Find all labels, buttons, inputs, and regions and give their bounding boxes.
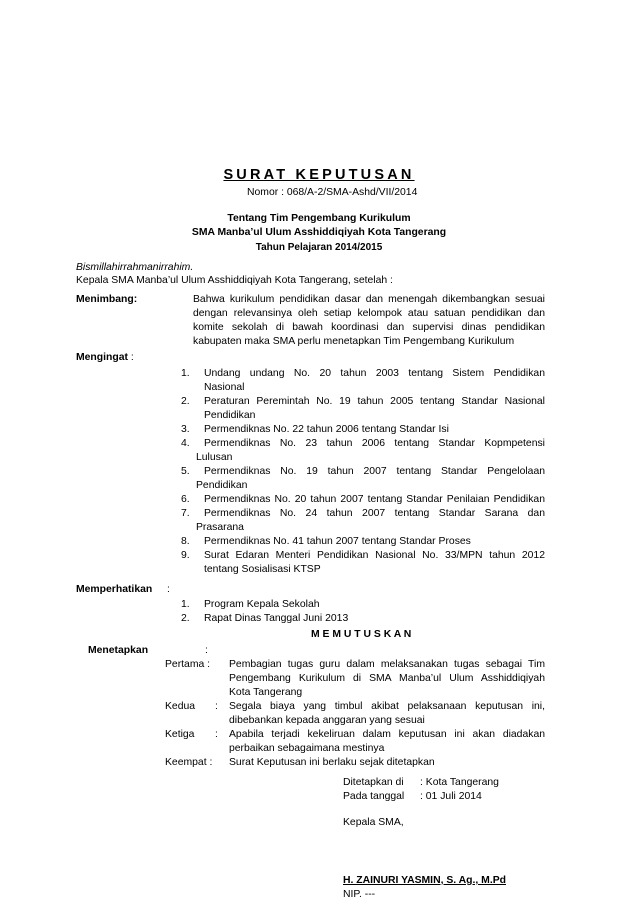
- decision-text: Kota Tangerang: [229, 687, 303, 698]
- ditetapkan-value: : Kota Tangerang: [420, 777, 499, 788]
- list-item-number: 5.: [181, 466, 190, 477]
- school-name: SMA Manba’ul Ulum Asshiddiqiyah Kota Tangerang: [191, 227, 447, 238]
- list-item-continuation: Lulusan: [196, 452, 233, 463]
- signer-position: Kepala SMA,: [343, 817, 404, 828]
- decision-text: Surat Keputusan ini berlaku sejak ditetapkan: [229, 757, 435, 768]
- list-item-number: 1.: [181, 368, 190, 379]
- signer-nip: NIP. ---: [343, 889, 376, 900]
- list-item-number: 2.: [181, 396, 190, 407]
- list-item-number: 3.: [181, 424, 190, 435]
- document-subject: Tentang Tim Pengembang Kurikulum: [227, 213, 411, 224]
- tanggal-label: Pada tanggal: [343, 791, 405, 802]
- list-item: Permendiknas No. 22 tahun 2006 tentang Standar Isi: [204, 424, 449, 435]
- list-item: Permendiknas No. 24 tahun 2007 tentang Standar Sarana dan: [204, 508, 545, 519]
- document-title: SURAT KEPUTUSAN: [223, 167, 415, 183]
- list-item: Surat Edaran Menteri Pendidikan Nasional No. 33/MPN tahun 2012: [204, 550, 545, 561]
- list-item: Program Kepala Sekolah: [204, 599, 320, 610]
- menetapkan-colon: :: [205, 645, 208, 656]
- signer-name: H. ZAINURI YASMIN, S. Ag., M.Pd: [343, 875, 506, 886]
- list-item-continuation: tentang Sosialisasi KTSP: [204, 564, 321, 575]
- list-item-number: 7.: [181, 508, 190, 519]
- memutuskan-heading: M E M U T U S K A N: [311, 629, 412, 640]
- decision-colon: :: [215, 701, 218, 712]
- decision-key: Pertama :: [165, 659, 211, 670]
- decision-colon: :: [215, 729, 218, 740]
- list-item: Peraturan Peremintah No. 19 tahun 2005 tentang Standar Nasional: [204, 396, 545, 407]
- memperhatikan-colon: :: [167, 584, 170, 595]
- menimbang-text: Bahwa kurikulum pendidikan dasar dan menengah dikembangkan sesuai dengan relevansinya oleh setiap kelompok atau satuan pendidikan dan komite sekolah di bawah koordinasi dan supervisi dinas pendidikan kabupaten maka SMA perlu menetapkan Tim Pengembang Kurikulum: [193, 294, 545, 347]
- list-item: Undang undang No. 20 tahun 2003 tentang Sistem Pendidikan: [204, 368, 545, 379]
- decision-text: dibebankan kepada anggaran yang sesuai: [229, 715, 425, 726]
- academic-year: Tahun Pelajaran 2014/2015: [255, 242, 383, 253]
- menimbang-label: Menimbang:: [76, 294, 138, 305]
- list-item-continuation: Prasarana: [196, 522, 244, 533]
- list-item: Permendiknas No. 19 tahun 2007 tentang Standar Pengelolaan: [204, 466, 545, 477]
- basmalah: Bismillahirrahmanirrahim.: [76, 262, 194, 273]
- list-item: Rapat Dinas Tanggal Juni 2013: [204, 613, 349, 624]
- list-item: Permendiknas No. 41 tahun 2007 tentang Standar Proses: [204, 536, 471, 547]
- decision-text: Pengembang Kurikulum di SMA Manba’ul Ulum Asshiddiqiyah: [229, 673, 545, 684]
- intro-line: Kepala SMA Manba’ul Ulum Asshiddiqiyah Kota Tangerang, setelah :: [76, 275, 393, 286]
- list-item-continuation: Pendidikan: [204, 410, 256, 421]
- list-item-number: 6.: [181, 494, 190, 505]
- decision-key: Ketiga: [165, 729, 195, 740]
- list-item-continuation: Nasional: [204, 382, 245, 393]
- decision-key: Keempat :: [165, 757, 213, 768]
- list-item-number: 1.: [181, 599, 190, 610]
- mengingat-label: Mengingat :: [76, 352, 134, 363]
- list-item-number: 8.: [181, 536, 190, 547]
- ditetapkan-label: Ditetapkan di: [343, 777, 404, 788]
- decision-text: Segala biaya yang timbul akibat pelaksanaan keputusan ini,: [229, 701, 545, 712]
- list-item-continuation: Pendidikan: [196, 480, 248, 491]
- decision-text: Pembagian tugas guru dalam melaksanakan tugas sebagai Tim: [229, 659, 545, 670]
- document-number: Nomor : 068/A-2/SMA-Ashd/VII/2014: [247, 187, 418, 198]
- list-item-number: 2.: [181, 613, 190, 624]
- list-item: Permendiknas No. 20 tahun 2007 tentang Standar Penilaian Pendidikan: [204, 494, 545, 505]
- list-item: Permendiknas No. 23 tahun 2006 tentang Standar Kopmpetensi: [204, 438, 545, 449]
- decision-text: perbaikan sebagaimana mestinya: [229, 743, 385, 754]
- menetapkan-label: Menetapkan: [88, 645, 149, 656]
- memperhatikan-label: Memperhatikan: [76, 584, 153, 595]
- list-item-number: 4.: [181, 438, 190, 449]
- tanggal-value: : 01 Juli 2014: [420, 791, 482, 802]
- decision-key: Kedua: [165, 701, 196, 712]
- decision-text: Apabila terjadi kekeliruan dalam keputusan ini akan diadakan: [229, 729, 545, 740]
- list-item-number: 9.: [181, 550, 190, 561]
